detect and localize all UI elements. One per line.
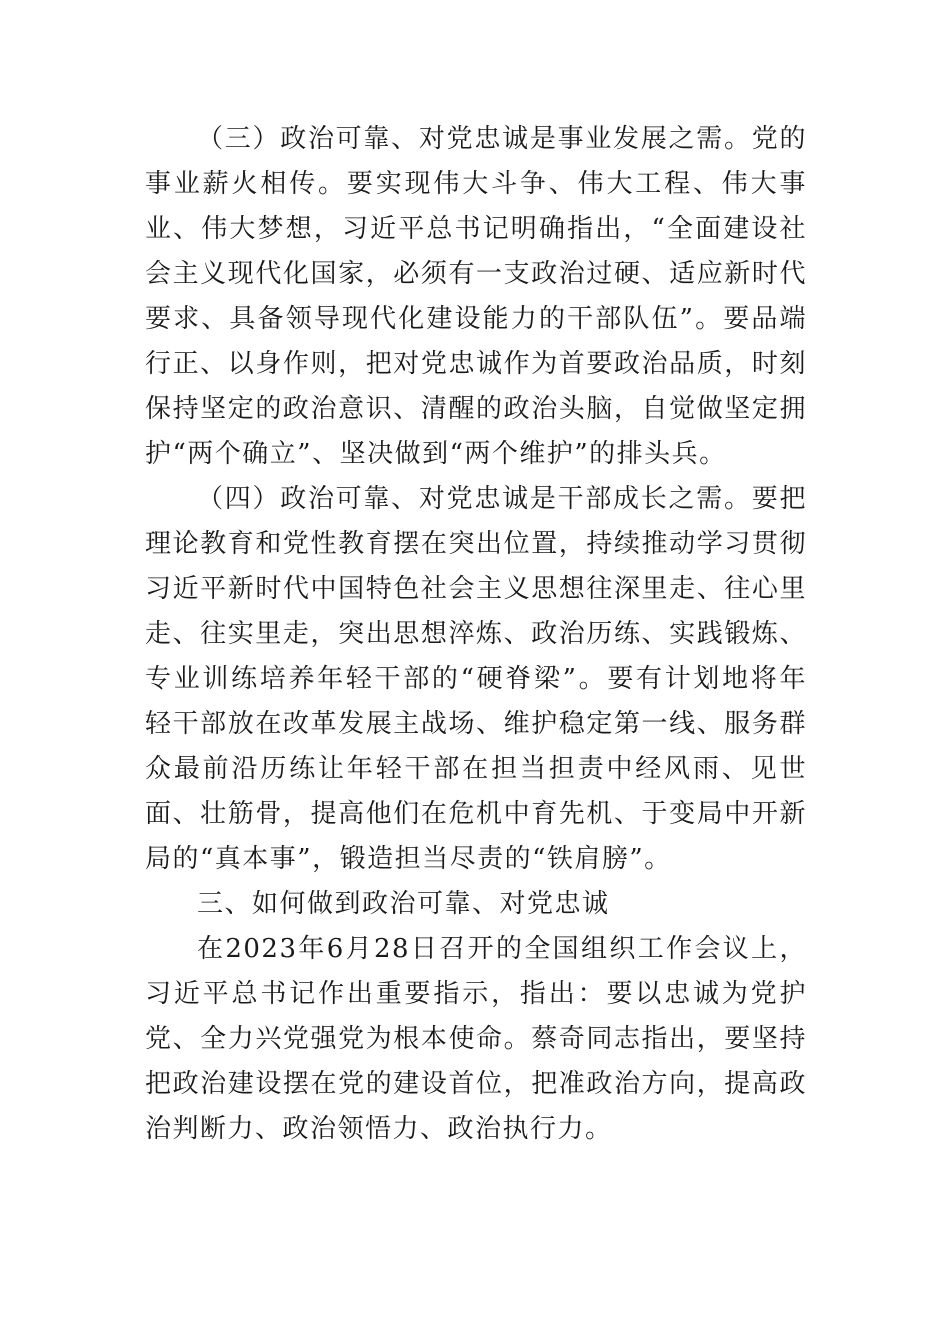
section-heading: 三、如何做到政治可靠、对党忠诚 [197, 889, 610, 919]
paragraph-meeting: 在2023年6月28日召开的全国组织工作会议上，习近平总书记作出重要指示，指出：要以忠诚为党护党、全力兴党强党为根本使命。蔡奇同志指出，要坚持把政治建设摆在党的建设首位，把准政治方向，提高政治判断力、政治领悟力、政治执行力。 [145, 934, 807, 1144]
document-body [145, 117, 807, 1152]
paragraph-section-4: （四）政治可靠、对党忠诚是干部成长之需。要把理论教育和党性教育摆在突出位置，持续推动学习贯彻习近平新时代中国特色社会主义思想往深里走、往心里走、往实里走，突出思想淬炼、政治历练、实践锻炼、专业训练培养年轻干部的“硬脊梁”。要有计划地将年轻干部放在改革发展主战场、维护稳定第一线、服务群众最前沿历练让年轻干部在担当担责中经风雨、见世面、壮筋骨，提高他们在危机中育先机、于变局中开新局的“真本事”，锻造担当尽责的“铁肩膀”。 [145, 484, 807, 874]
paragraph-section-3: （三）政治可靠、对党忠诚是事业发展之需。党的事业薪火相传。要实现伟大斗争、伟大工程、伟大事业、伟大梦想，习近平总书记明确指出，“全面建设社会主义现代化国家，必须有一支政治过硬、适应新时代要求、具备领导现代化建设能力的干部队伍”。要品端行正、以身作则，把对党忠诚作为首要政治品质，时刻保持坚定的政治意识、清醒的政治头脑，自觉做坚定拥护“两个确立”、坚决做到“两个维护”的排头兵。 [145, 124, 807, 469]
